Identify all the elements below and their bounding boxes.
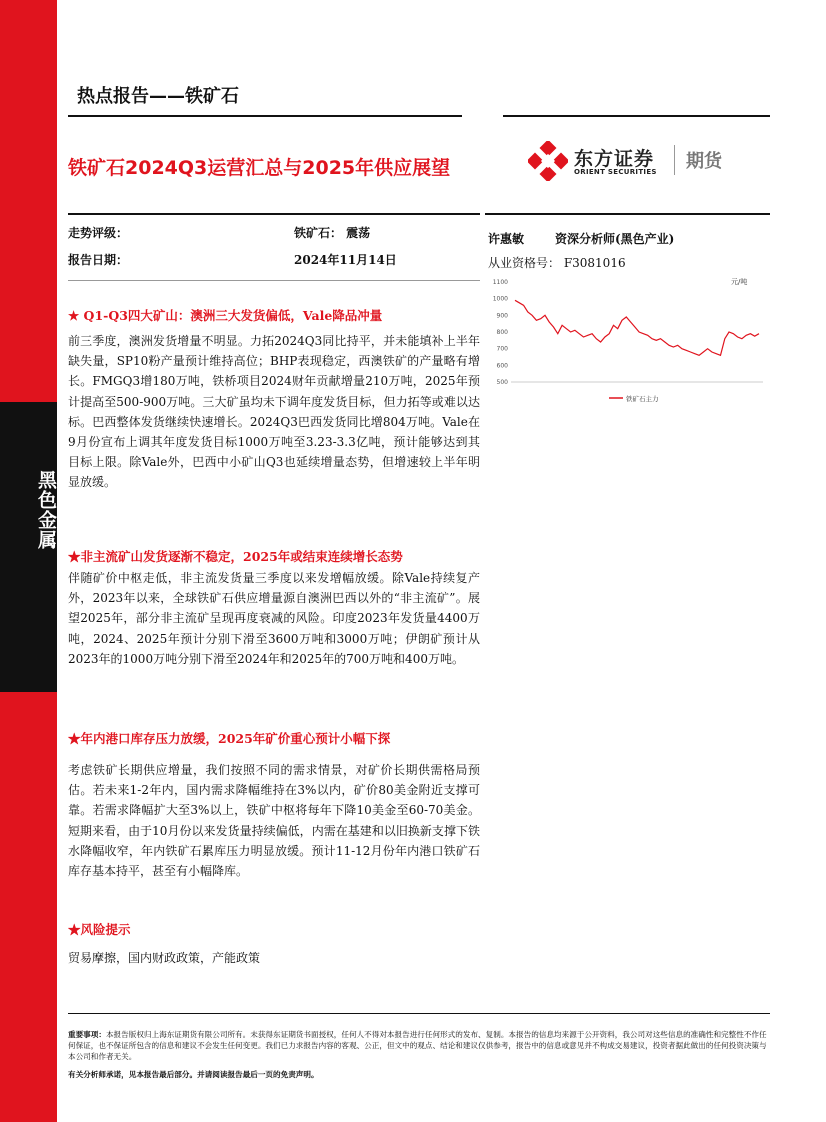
footer-text: 本报告版权归上海东证期货有限公司所有。未获得东证期货书面授权，任何人不得对本报告进行任何形式的发布、复制。本报告的信息均来源于公开资料，我公司对这些信息的准确性和完整性不作任何保证，也不保证所包含的信息和建议不会发生任何变更。我们已力求报告内容的客观、公正，但文中的观点、结论和建议仅供参考，报告中的信息或意见并不构成交易建议，投资者据此做出的任何投资决策与本公司和作者无关。 xyxy=(68,1030,767,1061)
section-heading-1: ★ Q1-Q3四大矿山：澳洲三大发货偏低，Vale降品冲量 xyxy=(68,308,383,323)
meta-rule-left xyxy=(68,213,480,215)
report-title: 铁矿石2024Q3运营汇总与2025年供应展望 xyxy=(68,157,451,179)
footer-label: 重要事项： xyxy=(68,1030,106,1039)
chart-ytick-label: 1100 xyxy=(492,279,508,286)
footer-commitment: 有关分析师承诺，见本报告最后部分。并请阅读报告最后一页的免责声明。 xyxy=(68,1070,319,1079)
chart-ytick-label: 1000 xyxy=(492,295,508,303)
section-body-1: 前三季度，澳洲发货增量不明显。力拓2024Q3同比持平，并未能填补上半年缺失量，SP10粉产量预计维持高位；BHP表现稳定，西澳铁矿的产量略有增长。FMGQ3增180万吨，铁桥项目2024财年贡献增量210万吨，2025年预计提高至500-900万吨。三大矿虽均未下调年度发货目标，但力拓等或难以达标。巴西整体发货继续快速增长。2024Q3巴西发货同比增804万吨。Vale在9月份宣布上调其年度发货目标1000万吨至3.23-3.3亿吨，预计能够达到其目标上限。除Vale外，巴西中小矿山Q3也延续增量态势，但增速较上半年明显放缓。 xyxy=(68,334,480,490)
header-rule-left xyxy=(68,115,462,117)
brand-name-en: ORIENT SECURITIES xyxy=(574,168,657,176)
date-label: 报告日期： xyxy=(68,253,129,267)
report-type-header: 热点报告——铁矿石 xyxy=(77,86,239,107)
footer-disclaimer xyxy=(68,1029,770,1062)
brand-logo xyxy=(528,141,738,181)
meta-bottom-rule xyxy=(68,280,480,281)
chart-ytick-label: 800 xyxy=(496,329,508,336)
footer-rule xyxy=(68,1013,770,1014)
meta-rule-right xyxy=(485,213,770,215)
analyst-cert: 从业资格号： F3081016 xyxy=(488,256,626,270)
section-heading-4: ★风险提示 xyxy=(68,922,131,937)
header-rule-right xyxy=(503,115,770,117)
section-body-4: 贸易摩擦，国内财政政策，产能政策 xyxy=(68,951,261,965)
chart-legend-label: 铁矿石主力 xyxy=(626,395,659,403)
section-heading-2: ★非主流矿山发货逐渐不稳定，2025年或结束连续增长态势 xyxy=(68,549,403,564)
section-body-3: 考虑铁矿长期供应增量，我们按照不同的需求情景，对矿价长期供需格局预估。若未来1-2年内，国内需求降幅维持在3%以内，矿价80美金附近支撑可靠。若需求降幅扩大至3%以上，铁矿中枢将每年下降10美金至60-70美金。短期来看，由于10月份以来发货量持续偏低，内需在基建和以旧换新支撑下铁水降幅收窄，年内铁矿石累库压力明显放缓。预计11-12月份年内港口铁矿石库存基本持平，甚至有小幅降库。 xyxy=(68,763,480,879)
analyst-name: 许惠敏 xyxy=(488,232,525,246)
section-heading-3: ★年内港口库存压力放缓，2025年矿价重心预计小幅下探 xyxy=(68,731,391,746)
price-chart xyxy=(485,274,770,414)
chart-ytick-label: 500 xyxy=(496,379,508,386)
chart-series-line xyxy=(515,300,759,355)
brand-separator xyxy=(674,145,675,175)
date-value: 2024年11月14日 xyxy=(294,253,397,267)
brand-name-cn: 东方证券 xyxy=(574,148,655,170)
trend-value: 铁矿石： 震荡 xyxy=(294,226,371,240)
chart-unit-label: 元/吨 xyxy=(731,278,748,286)
chart-ytick-label: 600 xyxy=(496,362,508,370)
trend-label: 走势评级： xyxy=(68,226,129,240)
section-body-2: 伴随矿价中枢走低，非主流发货量三季度以来发增幅放缓。除Vale持续复产外，2023年以来，全球铁矿石供应增量源自澳洲巴西以外的“非主流矿”。展望2025年，部分非主流矿呈现再度衰减的风险。印度2023年发货量4400万吨，2024、2025年预计分别下滑至3600万吨和3000万吨；伊朗矿预计从2023年的1000万吨分别下滑至2024年和2025年的700万吨和400万吨。 xyxy=(68,571,480,666)
side-category-label: 黑色金属 xyxy=(35,470,57,550)
chart-ytick-label: 700 xyxy=(496,345,508,353)
brand-diamond-icon xyxy=(528,141,568,181)
chart-ytick-label: 900 xyxy=(496,312,508,320)
brand-division: 期货 xyxy=(686,151,722,172)
analyst-title: 资深分析师(黑色产业) xyxy=(555,232,675,246)
